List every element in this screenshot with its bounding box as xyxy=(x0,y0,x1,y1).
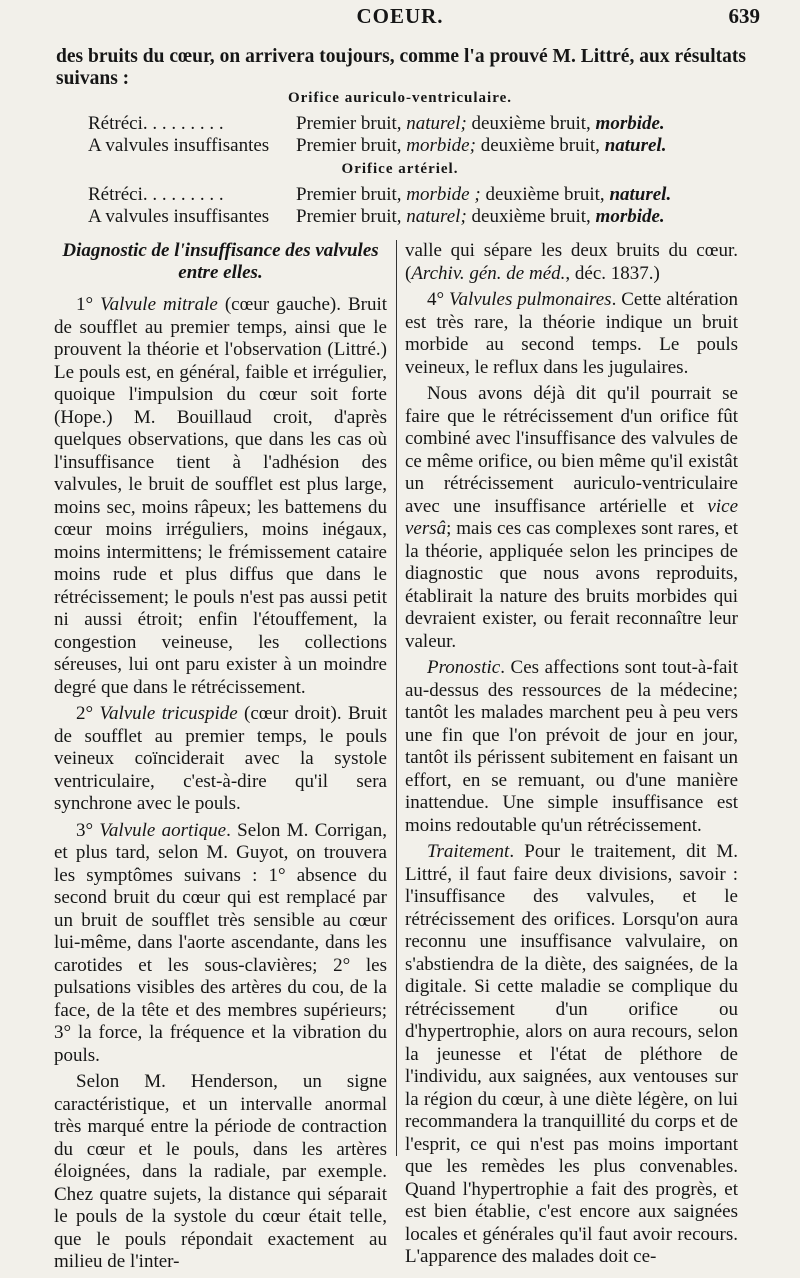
row-label: A valvules insuffisantes xyxy=(88,135,270,156)
paragraph-valvule-mitrale: 1° Valvule mitrale (cœur gauche). Bruit de soufflet au premier temps, ainsi que le prouvent la théorie et l'observation (Littré.) Le pouls est, en général, faible et irrégulier, quoique l'impulsion du cœur soit forte (Hope.) M. Bouillaud croit, d'après quelques observations, que dans les cas où l'insuffisance tient à l'adhésion des valvules, le bruit de soufflet est plus large, moins sec, moins râpeux; les battemens du cœur moins irréguliers, moins inégaux, moins intermittens; le frémissement cataire moins rude et plus diffus que dans le rétrécissement; le pouls n'est pas aussi petit ni aussi étroit; enfin l'étouffement, la congestion veineuse, les collections séreuses, lui ont paru exister à un moindre degré que dans le rétrécissement. xyxy=(54,294,387,698)
orifice-arteriel-heading: Orifice artériel. xyxy=(341,161,459,177)
column-divider xyxy=(396,240,397,1156)
page-header xyxy=(0,4,800,36)
paragraph-valvule-aortique: 3° Valvule aortique. Selon M. Corrigan, et plus tard, selon M. Guyot, on trouvera les symptômes suivans : 1° absence du second bruit du cœur qui est remplacé par un bruit de soufflet très sensible au cœur lui-même, dans l'aorte ascendante, dans les carotides et les sous-clavières; 2° les pulsations visibles des artères du cou, de la face, de la tête et des membres supérieurs; 3° la force, la fréquence et la vibration du pouls. xyxy=(54,819,387,1066)
intro-text: des bruits du cœur, on arrivera toujours, comme l'a prouvé M. Littré, aux résultats suivans : xyxy=(56,46,746,89)
row-description: Premier bruit, morbide ; deuxième bruit, naturel. xyxy=(296,184,672,205)
orifice-auriculo-row-retreci xyxy=(88,113,748,137)
paragraph-cas-complexes: Nous avons déjà dit qu'il pourrait se faire que le rétrécissement d'un orifice fût combiné avec l'insuffisance des valvules de ce même orifice, ou bien même qu'il existât un rétrécissement auriculo-ventriculaire avec une insuffisance artérielle et vice versâ; mais ces cas complexes sont rares, et la théorie, appliquée selon les principes de diagnostic que nous avons reproduits, établirait la nature des bruits morbides qui devraient exister, ou ferait reconnaître leur valeur. xyxy=(405,383,738,652)
row-label: Rétréci. . . . . . . . . xyxy=(88,113,224,134)
row-description: Premier bruit, naturel; deuxième bruit, morbide. xyxy=(296,206,665,227)
row-label: Rétréci. . . . . . . . . xyxy=(88,184,224,205)
paragraph-continuation: valle qui sépare les deux bruits du cœur. (Archiv. gén. de méd., déc. 1837.) xyxy=(405,240,738,284)
page-number: 639 xyxy=(728,4,760,28)
right-column xyxy=(405,240,738,1273)
paragraph-pronostic: Pronostic. Ces affections sont tout-à-fait au-dessus des ressources de la médecine; tantôt les malades marchent peu à peu vers une fin que l'on prévoit de jour en jour, tantôt ils périssent subitement en faisant un effort, en se remuant, ou d'une manière inattendue. Une simple insuffisance est moins redoutable qu'un rétrécissement. xyxy=(405,657,738,836)
row-description: Premier bruit, morbide; deuxième bruit, naturel. xyxy=(296,135,667,156)
orifice-auriculo-row-insuffisantes xyxy=(88,135,748,159)
paragraph-valvules-pulmonaires: 4° Valvules pulmonaires. Cette altération est très rare, la théorie indique un bruit morbide au second temps. Le pouls veineux, le reflux dans les jugulaires. xyxy=(405,289,738,378)
orifice-arteriel-row-retreci xyxy=(88,184,748,208)
running-title: COEUR. xyxy=(356,4,444,28)
paragraph-traitement: Traitement. Pour le traitement, dit M. Littré, il faut faire deux divisions, savoir : l'insuffisance des valvules, et le rétrécissement des orifices. Lorsqu'on aura reconnu une insuffisance valvulaire, on s'abstiendra de la diète, des saignées, de la digitale. Si cette maladie se complique du rétrécissement d'un orifice ou d'hypertrophie, alors on aura recours, selon la jeunesse et l'état de pléthore de l'individu, aux saignées, aux ventouses sur la région du cœur, à une diète légère, on lui recommandera la tranquillité du corps et de l'esprit, ce qui n'est pas moins important que les remèdes les plus convenables. Quand l'hypertrophie a fait des progrès, et est bien établie, c'est encore aux saignées locales et générales qu'il faut avoir recours. L'apparence des malades doit ce- xyxy=(405,841,738,1267)
paragraph-valvule-tricuspide: 2° Valvule tricuspide (cœur droit). Bruit de soufflet au premier temps, le pouls veineux coïnciderait avec la systole ventriculaire, c'est-à-dire qu'il sera synchrone avec le pouls. xyxy=(54,703,387,814)
row-description: Premier bruit, naturel; deuxième bruit, morbide. xyxy=(296,113,665,134)
row-label: A valvules insuffisantes xyxy=(88,206,270,227)
paragraph-henderson: Selon M. Henderson, un signe caractéristique, et un intervalle anormal très marqué entre la période de contraction du cœur et le pouls, dans les artères éloignées, dans la radiale, par exemple. Chez quatre sujets, la distance qui séparait le pouls de la systole du cœur était telle, que le pouls répondait exactement au milieu de l'inter- xyxy=(54,1071,387,1272)
orifice-auriculo-heading: Orifice auriculo-ventriculaire. xyxy=(287,90,512,106)
diagnostic-heading: Diagnostic de l'insuffisance des valvules entre elles. xyxy=(62,240,379,283)
left-column xyxy=(54,240,387,1278)
orifice-arteriel-row-insuffisantes xyxy=(88,206,748,230)
